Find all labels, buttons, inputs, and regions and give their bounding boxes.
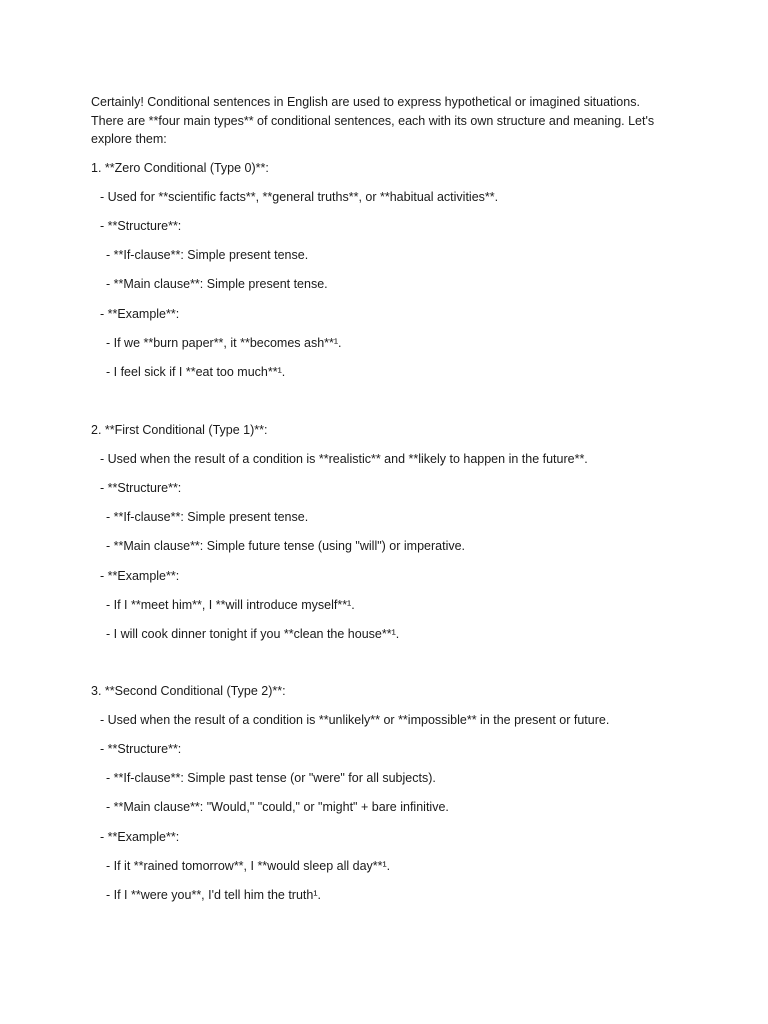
if-clause-line: - **If-clause**: Simple past tense (or "were" for all subjects).: [106, 771, 436, 785]
intro-line: explore them:: [91, 132, 167, 146]
structure-label: - **Structure**:: [100, 742, 182, 756]
main-clause-line: - **Main clause**: Simple future tense (using "will") or imperative.: [106, 539, 466, 553]
usage-line: - Used when the result of a condition is **unlikely** or **impossible** in the present or future.: [100, 713, 610, 727]
example-line: - If we **burn paper**, it **becomes ash**¹.: [106, 336, 342, 350]
intro-line: Certainly! Conditional sentences in English are used to express hypothetical or imagined situations.: [91, 95, 640, 109]
section-heading: 1. **Zero Conditional (Type 0)**:: [91, 161, 269, 175]
example-label: - **Example**:: [100, 569, 180, 583]
structure-label: - **Structure**:: [100, 481, 182, 495]
usage-line: - Used when the result of a condition is **realistic** and **likely to happen in the future**.: [100, 452, 588, 466]
structure-label: - **Structure**:: [100, 219, 182, 233]
example-label: - **Example**:: [100, 830, 180, 844]
example-line: - I will cook dinner tonight if you **clean the house**¹.: [106, 627, 400, 641]
section-heading: 3. **Second Conditional (Type 2)**:: [91, 684, 286, 698]
example-line: - If I **meet him**, I **will introduce myself**¹.: [106, 598, 355, 612]
if-clause-line: - **If-clause**: Simple present tense.: [106, 510, 309, 524]
main-clause-line: - **Main clause**: "Would," "could," or "might" + bare infinitive.: [106, 800, 449, 814]
if-clause-line: - **If-clause**: Simple present tense.: [106, 248, 309, 262]
section-heading: 2. **First Conditional (Type 1)**:: [91, 423, 268, 437]
intro-line: There are **four main types** of conditional sentences, each with its own structure and meaning. Let's: [91, 113, 655, 128]
usage-line: - Used for **scientific facts**, **general truths**, or **habitual activities**.: [100, 190, 499, 204]
example-line: - If it **rained tomorrow**, I **would sleep all day**¹.: [106, 859, 391, 873]
example-line: - I feel sick if I **eat too much**¹.: [106, 365, 286, 379]
intro-paragraph: [91, 93, 691, 149]
example-line: - If I **were you**, I'd tell him the truth¹.: [106, 888, 321, 902]
main-clause-line: - **Main clause**: Simple present tense.: [106, 277, 328, 291]
example-label: - **Example**:: [100, 307, 180, 321]
